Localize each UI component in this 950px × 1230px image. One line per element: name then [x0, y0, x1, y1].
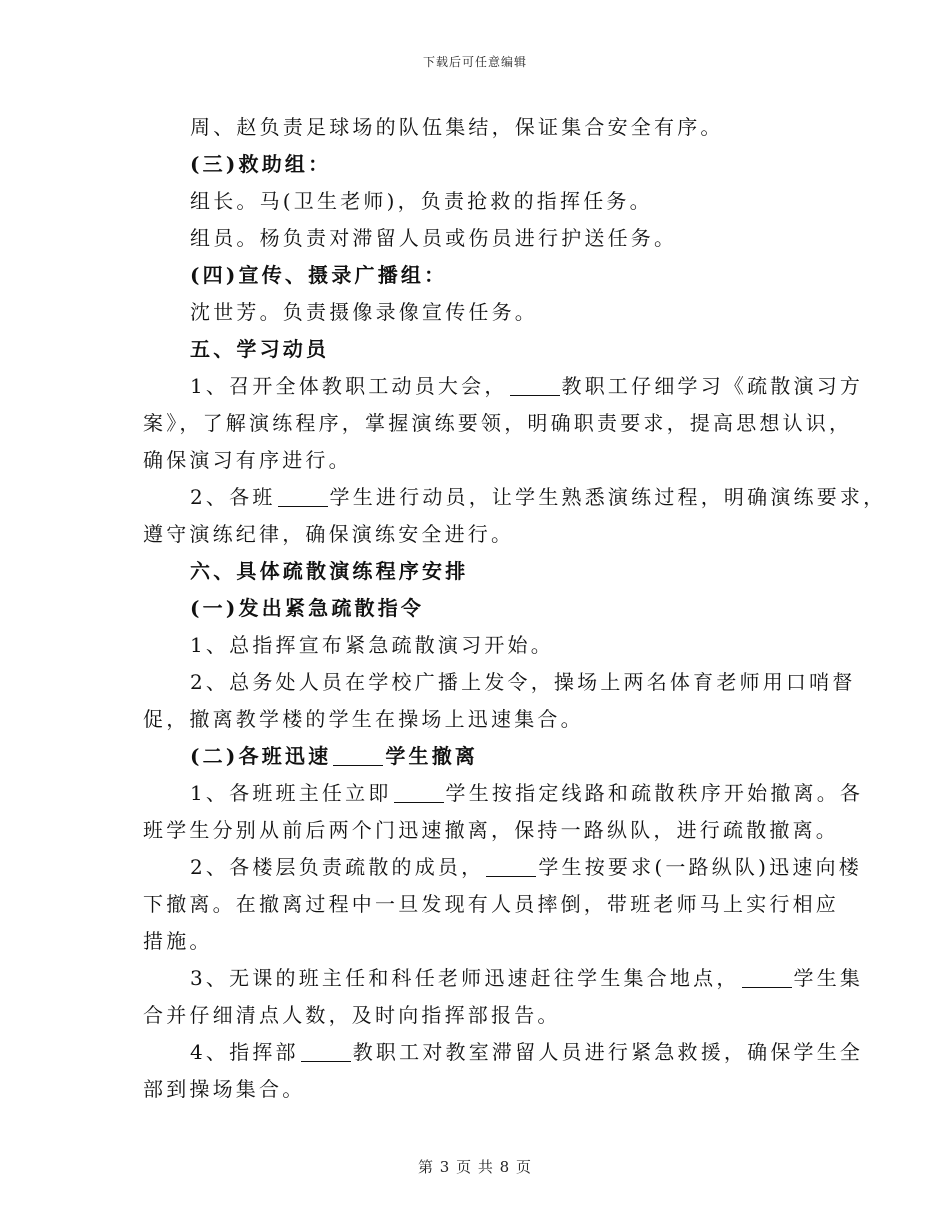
- blank-underline: [333, 745, 383, 766]
- line-text: 1、召开全体教职工动员大会，: [190, 374, 508, 398]
- line-text: 2、各楼层负责疏散的成员，: [190, 855, 485, 879]
- blank-underline: [394, 782, 444, 803]
- blank-underline: [278, 486, 328, 507]
- paragraph-line: 合并仔细清点人数，及时向指挥部报告。: [143, 1003, 561, 1027]
- blank-underline: [510, 375, 560, 396]
- section-heading: (三)救助组：: [190, 152, 332, 176]
- line-text: 4、指挥部: [190, 1040, 299, 1064]
- paragraph-line: [190, 371, 950, 401]
- line-text: 学生按要求(一路纵队)迅速向楼: [538, 855, 862, 879]
- line-text: 教职工对教室滞留人员进行紧急救援，确保学生全: [352, 1040, 864, 1064]
- page-header: 下载后可任意编辑: [422, 55, 527, 69]
- section-heading: [190, 741, 950, 771]
- line-text: 学生撤离: [385, 744, 479, 768]
- paragraph-line: 2、总务处人员在学校广播上发令，操场上两名体育老师用口哨督: [190, 670, 856, 694]
- line-text: 2、各班: [190, 485, 276, 509]
- blank-underline: [742, 967, 792, 988]
- section-heading: 六、具体疏散演练程序安排: [190, 559, 469, 583]
- paragraph-line: 确保演习有序进行。: [143, 448, 352, 472]
- paragraph-line: 组员。杨负责对滞留人员或伤员进行护送任务。: [190, 226, 678, 250]
- line-text: 1、各班班主任立即: [190, 781, 392, 805]
- section-heading: (一)发出紧急疏散指令: [190, 596, 425, 620]
- paragraph-line: 措施。: [143, 929, 213, 953]
- page-footer: 第 3 页 共 8 页: [418, 1158, 532, 1176]
- blank-underline: [301, 1041, 351, 1062]
- line-text: 教职工仔细学习《疏散演习方: [561, 374, 864, 398]
- section-heading: 五、学习动员: [190, 337, 330, 361]
- paragraph-line: [190, 1037, 950, 1067]
- paragraph-line: [190, 778, 950, 808]
- paragraph-line: 促，撤离教学楼的学生在操场上迅速集合。: [143, 707, 584, 731]
- line-text: 学生进行动员，让学生熟悉演练过程，明确演练要求，: [329, 485, 887, 509]
- paragraph-line: [190, 963, 950, 993]
- paragraph-line: 部到操场集合。: [143, 1077, 306, 1101]
- paragraph-line: [190, 482, 950, 512]
- blank-underline: [486, 856, 536, 877]
- paragraph-line: 沈世芳。负责摄像录像宣传任务。: [190, 300, 538, 324]
- paragraph-line: [190, 852, 950, 882]
- paragraph-line: 班学生分别从前后两个门迅速撤离，保持一路纵队，进行疏散撤离。: [143, 818, 839, 842]
- paragraph-line: 组长。马(卫生老师)，负责抢救的指挥任务。: [190, 189, 653, 213]
- line-text: (二)各班迅速: [190, 744, 332, 768]
- line-text: 3、无课的班主任和科任老师迅速赶往学生集合地点，: [190, 966, 740, 990]
- paragraph-line: 下撤离。在撤离过程中一旦发现有人员摔倒，带班老师马上实行相应: [143, 892, 839, 916]
- paragraph-line: 案》，了解演练程序，掌握演练要领，明确职责要求，提高思想认识，: [143, 411, 853, 435]
- line-text: 学生集: [793, 966, 864, 990]
- section-heading: (四)宣传、摄录广播组：: [190, 263, 448, 287]
- paragraph-line: 周、赵负责足球场的队伍集结，保证集合安全有序。: [190, 115, 724, 139]
- line-text: 学生按指定线路和疏散秩序开始撤离。各: [445, 781, 864, 805]
- paragraph-line: 1、总指挥宣布紧急疏散演习开始。: [190, 633, 554, 657]
- paragraph-line: 遵守演练纪律，确保演练安全进行。: [143, 522, 515, 546]
